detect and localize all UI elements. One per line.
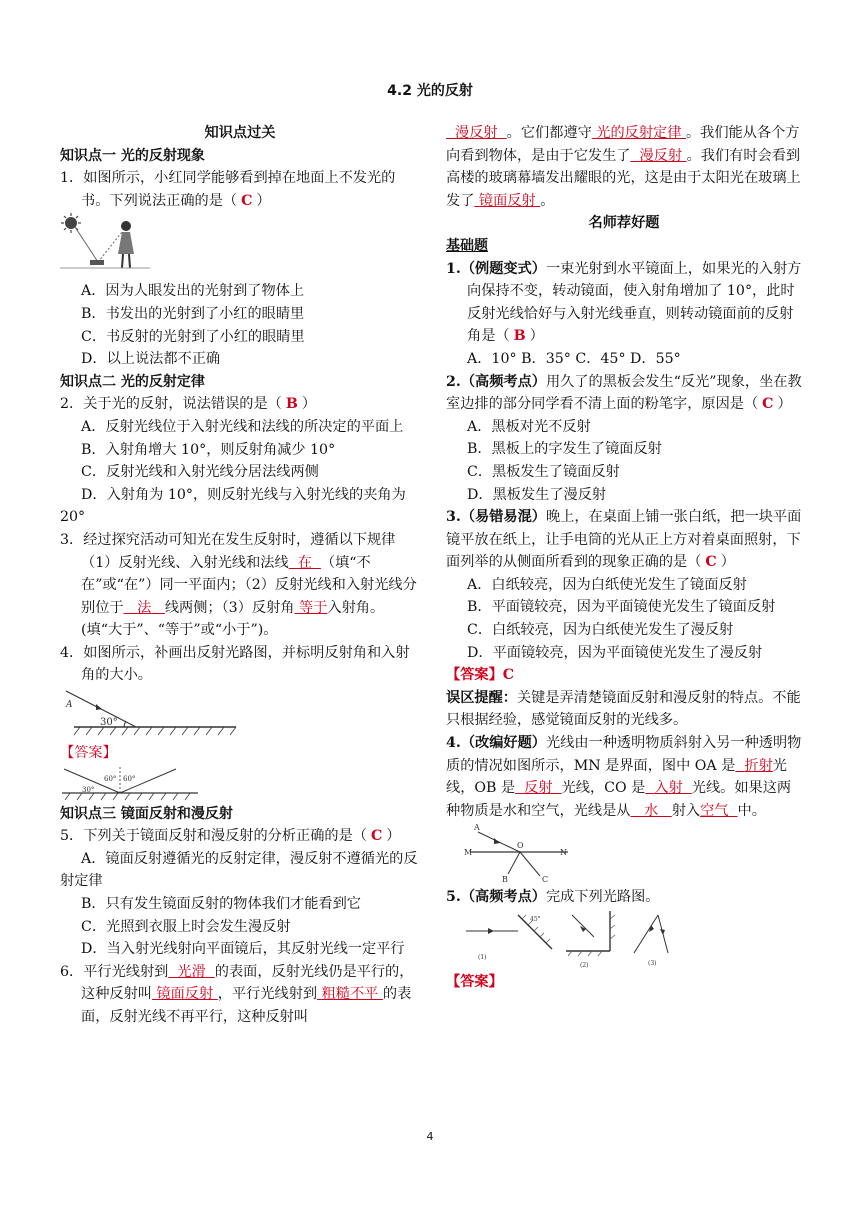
q4-point-label: A <box>66 700 73 711</box>
fill-blank: 在 <box>297 554 312 571</box>
rq3-answer: 【答案】C <box>446 667 515 684</box>
q4-angle-label: 30° <box>100 717 118 729</box>
right-column <box>446 122 802 994</box>
fill-blank: 水 <box>643 802 659 819</box>
knowledge-point-2: 知识点二 光的反射定律 <box>60 373 205 390</box>
fill-blank: 光的反射定律 <box>596 125 682 141</box>
rq1-options: A．10° B．35° C．45° D．55° <box>467 350 681 367</box>
recommended-question-5: 5.（高频考点）完成下列光路图。 <box>446 889 660 906</box>
rq2-option-a: A．黑板对光不反射 <box>467 418 591 435</box>
answer-angle-label: 30° <box>82 785 95 794</box>
question-1: 1．如图所示，小红同学能够看到掉在地面上不发光的书。下列说法正确的是（ C ） <box>60 170 396 209</box>
page-title: 4.2 光的反射 <box>387 83 473 99</box>
fig-label: (2) <box>580 962 589 969</box>
rq3-option-b: B．平面镜较亮，因为平面镜使光发生了镜面反射 <box>467 599 776 616</box>
answer-choice: B <box>513 328 526 345</box>
fig-label: C <box>542 875 549 885</box>
q2-option-d: D．入射角为 10°，则反射光线与入射光线的夹角为 20° <box>60 486 406 526</box>
rq3-option-a: A．白纸较亮，因为白纸使光发生了镜面反射 <box>467 576 747 593</box>
question-6: 6．平行光线射到 光滑 的表面，反射光线仍是平行的，这种反射叫 镜面反射 ，平行光线射到 粗糙不平 的表面，反射光线不再平行，这种反射叫 <box>60 963 414 1025</box>
fill-blank: 镜面反射 <box>156 986 214 1003</box>
fig-label: (3) <box>648 960 657 967</box>
q5-option-c: C．光照到衣服上时会发生漫反射 <box>81 918 291 935</box>
recommended-question-2: 2.（高频考点）用久了的黑板会发生“反光”现象，坐在教室边排的部分同学看不清上面的粉笔字，原因是（ C ） <box>446 373 802 413</box>
book-icon <box>90 260 104 265</box>
figure-q4-mirror <box>60 687 240 742</box>
q1-option-a: A．因为人眼发出的光射到了物体上 <box>81 283 305 300</box>
q2-option-c: C．反射光线和入射光线分居法线两侧 <box>81 464 319 481</box>
recommended-question-4: 4.（改编好题）光线由一种透明物质斜射入另一种透明物质的情况如图所示，MN 是界面，图中 OA 是 折射光线，OB 是 反射 光线，CO 是 入射 光线。如果这两种物质是水和空气，光线是从 水 射入空气 中。 <box>446 735 802 819</box>
fill-blank: 粗糙不平 <box>321 986 379 1003</box>
knowledge-point-3: 知识点三 镜面反射和漫反射 <box>60 805 233 822</box>
fill-blank: 入射 <box>654 780 683 797</box>
sun-icon <box>61 213 81 233</box>
rq3-option-c: C．白纸较亮，因为白纸使光发生了漫反射 <box>467 622 734 639</box>
question-4: 4．如图所示，补画出反射光路图，并标明反射角和入射角的大小。 <box>60 644 410 684</box>
fig-label: 45° <box>530 916 541 923</box>
fig-label: (1) <box>478 954 487 961</box>
fill-blank: 镜面反射 <box>478 192 536 209</box>
rq3-option-d: D．平面镜较亮，因为平面镜使光发生了漫反射 <box>467 644 763 661</box>
recommended-question-1: 1.（例题变式）一束光射到水平镜面上，如果光的入射方向保持不变，转动镜面，使入射角增加了 10°，此时反射光线恰好与入射光线垂直，则转动镜面前的反射角是（ B ） <box>446 260 802 345</box>
fill-blank: 法 <box>137 599 152 616</box>
question-5: 5．下列关于镜面反射和漫反射的分析正确的是（ C ） <box>60 828 401 845</box>
answer-choice: B <box>285 396 298 413</box>
fill-blank: 漫反射 <box>455 125 498 141</box>
answer-choice: C <box>370 828 383 845</box>
left-column <box>60 122 420 1029</box>
mistake-reminder: 误区提醒：关键是弄清楚镜面反射和漫反射的特点。不能只根据经验，感觉镜面反射的光线多。 <box>446 689 801 729</box>
section-header-recommended: 名师荐好题 <box>588 215 660 232</box>
q1-option-b: B．书发出的光射到了小红的眼睛里 <box>81 305 305 322</box>
girl-icon <box>118 221 134 268</box>
q5-option-d: D．当入射光线射向平面镜后，其反射光线一定平行 <box>81 941 405 958</box>
fill-blank: 漫反射 <box>639 147 683 164</box>
section-header-knowledge: 知识点过关 <box>204 125 276 141</box>
q4-answer-label: 【答案】 <box>60 745 117 762</box>
q1-option-c: C．书反射的光射到了小红的眼睛里 <box>81 328 305 345</box>
rq5-answer-label: 【答案】 <box>446 974 503 990</box>
question-6-continued: 漫反射 。它们都遵守 光的反射定律 。我们能从各个方向看到物体，是由于它发生了 漫反射 。我们有时会看到高楼的玻璃幕墙发出耀眼的光，这是由于太阳光在玻璃上发了 镜面反射 。 <box>446 125 801 209</box>
figure-girl-book <box>60 212 150 272</box>
answer-choice: C <box>241 192 253 209</box>
q1-option-d: D．以上说法都不正确 <box>81 351 221 368</box>
fill-blank: 反射 <box>524 780 553 797</box>
answer-choice: C <box>705 554 717 571</box>
fill-blank: 折射 <box>744 757 773 774</box>
mirror-diagram-2 <box>566 911 615 969</box>
fill-blank: 空气 <box>700 802 729 819</box>
q2-option-a: A．反射光线位于入射光线和法线的所决定的平面上 <box>81 418 404 435</box>
recommended-question-3: 3.（易错易混）晚上，在桌面上铺一张白纸，把一块平面镜平放在纸上，让手电筒的光从正上方对着桌面照射，下面列举的从侧面所看到的现象正确的是（ C ） <box>446 509 802 571</box>
fig-label: O <box>517 841 524 851</box>
answer-angle-label: 60° <box>123 774 136 783</box>
q2-option-b: B．入射角增大 10°，则反射角减少 10° <box>81 441 336 458</box>
rq2-option-c: C．黑板发生了镜面反射 <box>467 463 620 480</box>
rq2-option-d: D．黑板发生了漫反射 <box>467 486 607 503</box>
figure-mirror-paths <box>464 909 704 971</box>
q5-option-b: B．只有发生镜面反射的物体我们才能看到它 <box>81 896 361 913</box>
fig-label: B <box>502 875 508 885</box>
question-2: 2．关于光的反射，说法错误的是（ B ） <box>60 396 317 413</box>
page-number: 4 <box>426 1130 434 1143</box>
q5-option-a: A．镜面反射遵循光的反射定律，漫反射不遵循光的反射定律 <box>60 850 418 890</box>
knowledge-point-1: 知识点一 光的反射现象 <box>60 147 205 164</box>
fill-blank: 等于 <box>298 599 328 616</box>
fig-label: M <box>464 848 473 858</box>
rq2-option-b: B．黑板上的字发生了镜面反射 <box>467 441 662 458</box>
figure-refraction <box>464 822 574 886</box>
answer-angle-label: 60° <box>104 774 117 783</box>
answer-choice: C <box>762 396 774 413</box>
fig-label: N <box>560 848 567 858</box>
mirror-diagram-3 <box>634 915 668 967</box>
question-3: 3．经过探究活动可知光在发生反射时，遵循以下规律（1）反射光线、入射光线和法线 在 （填“不在”或“在”）同一平面内；（2）反射光线和入射光线分别位于 法 线两侧；（3）反射角 等于入射角。(填“大于”、“等于”或“小于”)。 <box>60 531 417 639</box>
mirror-diagram-1 <box>466 915 552 961</box>
figure-q4-answer <box>60 765 200 803</box>
fig-label: A <box>474 823 480 833</box>
fill-blank: 光滑 <box>177 963 206 980</box>
basic-level-heading: 基础题 <box>446 237 488 254</box>
